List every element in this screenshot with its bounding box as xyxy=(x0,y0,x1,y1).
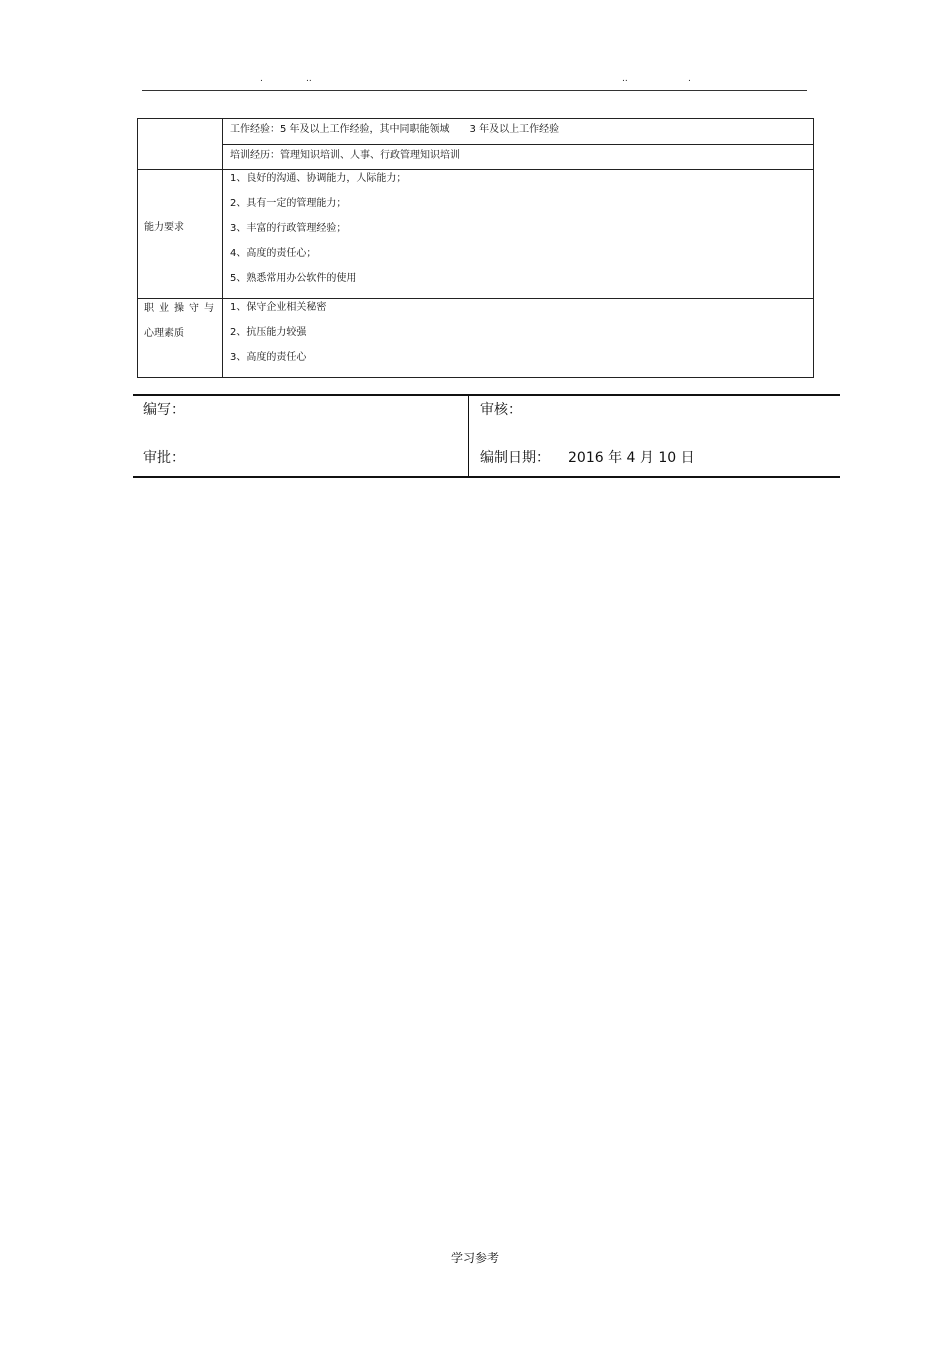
compile-date-label: 编制日期： xyxy=(480,450,550,466)
list-item: 1、良好的沟通、协调能力，人际能力； xyxy=(230,173,407,184)
written-by-label: 编写： xyxy=(143,402,185,418)
table-row xyxy=(138,299,814,378)
training-cell xyxy=(223,145,814,170)
header-mark: . xyxy=(688,74,691,84)
table-row xyxy=(138,170,814,299)
list-item: 2、抗压能力较强 xyxy=(230,327,307,338)
page-footer: 学习参考 xyxy=(450,1251,499,1265)
ethics-label-line2: 心理素质 xyxy=(144,328,184,339)
training-text: 培训经历：管理知识培训、人事、行政管理知识培训 xyxy=(230,150,460,161)
work-experience-text-b: 3 年及以上工作经验 xyxy=(469,124,560,135)
list-item: 3、丰富的行政管理经验； xyxy=(230,223,347,234)
ethics-list-cell xyxy=(223,299,814,378)
list-item: 2、具有一定的管理能力； xyxy=(230,198,347,209)
reviewed-by-label: 审核： xyxy=(480,402,522,418)
header-mark: .. xyxy=(622,74,628,84)
ethics-label-line1: 职业操守与 xyxy=(144,303,219,314)
approved-by-label: 审批： xyxy=(143,450,185,466)
ability-label-cell xyxy=(138,170,223,299)
ability-list-cell xyxy=(223,170,814,299)
work-experience-text: 工作经验：5 年及以上工作经验，其中同职能领域 xyxy=(230,124,450,135)
list-item: 4、高度的责任心； xyxy=(230,248,317,259)
page-header xyxy=(142,72,807,91)
signoff-divider xyxy=(468,396,469,476)
signoff-block xyxy=(133,394,840,478)
empty-label-cell xyxy=(138,119,223,170)
list-item: 1、保守企业相关秘密 xyxy=(230,302,327,313)
list-item: 3、高度的责任心 xyxy=(230,352,307,363)
ability-label: 能力要求 xyxy=(144,222,184,233)
header-mark: .. xyxy=(306,74,312,84)
header-mark: . xyxy=(260,74,263,84)
table-row xyxy=(138,119,814,145)
table-row xyxy=(138,145,814,170)
compile-date-field xyxy=(480,450,695,466)
work-experience-cell xyxy=(223,119,814,145)
compile-date-value: 2016 年 4 月 10 日 xyxy=(568,450,695,466)
job-requirements-table xyxy=(137,118,814,378)
list-item: 5、熟悉常用办公软件的使用 xyxy=(230,273,357,284)
ethics-label-cell xyxy=(138,299,223,378)
